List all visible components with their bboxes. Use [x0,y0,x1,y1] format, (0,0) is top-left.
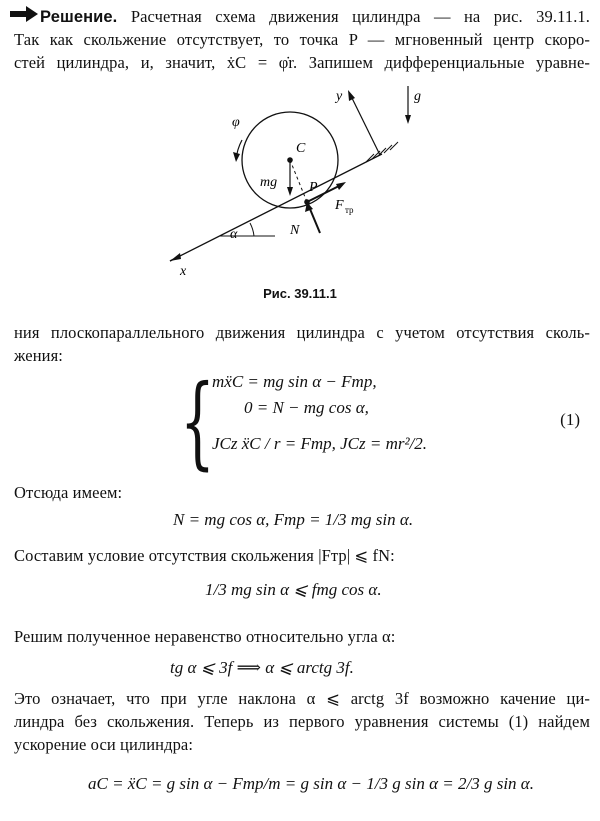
inequality-1: 1/3 mg sin α ⩽ fmg cos α. [205,580,382,599]
paragraph-1-line-2: Так как скольжение отсутствует, то точка P — мгновенный центр скоро- [14,30,590,49]
paragraph-1-line-1 [40,6,590,28]
figure-caption: Рис. 39.11.1 [263,286,337,301]
phi-label: φ [232,115,240,130]
paragraph-3-line-2: линдра без скольжения. Теперь из первого уравнения системы (1) найдем [14,712,590,731]
x-axis-arrow [170,253,181,261]
rotation-arrow-icon [233,152,240,162]
mg-label: mg [260,175,278,190]
normal-label: N [290,223,300,238]
result-normal-friction: N = mg cos α, Fтр = 1/3 mg sin α. [173,510,414,529]
paragraph-3-line-1: Это означает, что при угле наклона α ⩽ arctg 3f возможно качение ци- [14,689,590,708]
friction-label: F [335,198,344,213]
center-label: C [296,141,306,156]
y-axis-arrow [348,90,355,101]
system-eq-2: 0 = N − mg cos α, [244,398,369,417]
solution-heading: Решение. [40,8,118,26]
angle-label: α [230,227,238,242]
angle-arc [250,223,254,236]
figure-39-11-1 [150,78,440,278]
contact-label: P [309,180,318,195]
text-hence: Отсюда имеем: [14,483,123,502]
equation-number: (1) [560,410,580,429]
paragraph-3-line-3: ускорение оси цилиндра: [14,735,194,754]
system-eq-1: mẍC = mg sin α − Fтр, [212,372,377,391]
paragraph-1-line-3: стей цилиндра, и, значит, ẋC = φ̇r. Запишем дифференциальные уравне- [14,53,590,72]
text-solve: Решим полученное неравенство относительно угла α: [14,627,396,646]
mg-arrow-icon [287,187,293,196]
friction-subscript: тр [345,205,354,215]
final-acceleration: aC = ẍC = g sin α − Fтр/m = g sin α − 1/3 g sin α = 2/3 g sin α. [88,774,534,793]
y-axis-label: y [336,89,343,104]
cylinder-diagram [150,78,440,278]
text-condition: Составим условие отсутствия скольжения |Fтр| ⩽ fN: [14,546,395,565]
system-brace: { [180,363,215,480]
paragraph-text: Расчетная схема движения цилиндра — на рис. 39.11.1. [130,7,590,26]
paragraph-2-line-1: ния плоскопараллельного движения цилиндра с учетом отсутствия сколь- [14,323,590,342]
x-axis-label: x [180,264,187,279]
system-eq-3: JCz ẍC / r = Fтр, JCz = mr²/2. [212,434,428,453]
friction-arrow-icon [336,182,346,190]
gravity-label: g [414,89,421,104]
paragraph-2-line-2: жения: [14,346,63,365]
solution-arrow-icon [10,6,40,22]
inequality-2: tg α ⩽ 3f ⟹ α ⩽ arctg 3f. [170,658,354,677]
gravity-arrow-icon [405,115,411,124]
